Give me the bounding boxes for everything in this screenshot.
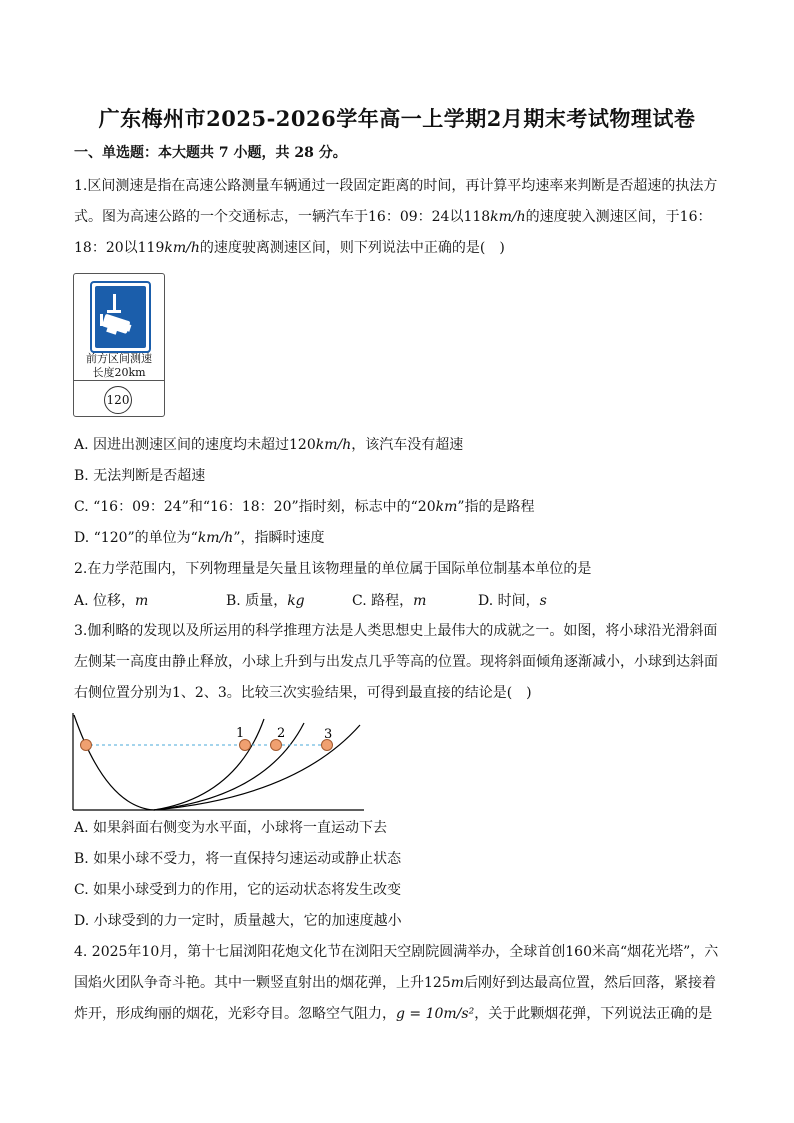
label-3: 3 — [324, 727, 333, 742]
q4-stem-line2: 国焰火团队争奇斗艳。其中一颗竖直射出的烟花弹，上升125m后刚好到达最高位置，然后回落，紧接着 — [74, 975, 717, 991]
q1-stem-line1: 1.区间测速是指在高速公路测量车辆通过一段固定距离的时间，再计算平均速率来判断是否超速的执法方 — [74, 178, 718, 194]
ball-position-1 — [240, 740, 251, 751]
q1-option-a[interactable]: A. 因进出测速区间的速度均未超过120km/h，该汽车没有超速 — [74, 437, 464, 453]
incline-diagram — [66, 707, 366, 815]
q3-option-c[interactable]: C. 如果小球受到力的作用，它的运动状态将发生改变 — [74, 882, 402, 898]
ball-position-2 — [271, 740, 282, 751]
speed-camera-icon — [95, 286, 142, 344]
left-incline — [74, 715, 154, 810]
q3-option-d[interactable]: D. 小球受到的力一定时，质量越大，它的加速度越小 — [74, 913, 402, 929]
q3-stem-line3: 右侧位置分别为1、2、3。比较三次实验结果，可得到最直接的结论是( ) — [74, 685, 532, 701]
page-title: 广东梅州市2025-2026学年高一上学期2月期末考试物理试卷 — [98, 106, 696, 131]
q4-stem-line1: 4. 2025年10月，第十七届浏阳花炮文化节在浏阳天空剧院圆满举办，全球首创160米高“烟花光塔”，六 — [74, 944, 719, 960]
q2-option-d[interactable]: D. 时间，s — [478, 593, 547, 609]
q1-stem-line2: 式。图为高速公路的一个交通标志，一辆汽车于16：09：24以118km/h的速度驶入测速区间，于16： — [74, 209, 712, 225]
q4-stem-line3: 炸开，形成绚丽的烟花，光彩夺目。忽略空气阻力，g = 10m/s²，关于此颗烟花弹，下列说法正确的是 — [74, 1006, 713, 1022]
label-2: 2 — [277, 726, 286, 741]
sign-text-line1: 前方区间测速 — [86, 352, 152, 365]
q2-option-b[interactable]: B. 质量，kg — [226, 593, 305, 609]
ball-start — [81, 740, 92, 751]
q1-option-c[interactable]: C. “16：09：24”和“16：18：20”指时刻，标志中的“20km”指的是路程 — [74, 499, 535, 515]
q2-stem: 2.在力学范围内，下列物理量是矢量且该物理量的单位属于国际单位制基本单位的是 — [74, 561, 592, 577]
q2-option-a[interactable]: A. 位移，m — [74, 593, 149, 609]
q3-option-b[interactable]: B. 如果小球不受力，将一直保持匀速运动或静止状态 — [74, 851, 402, 867]
right-incline-1 — [154, 719, 264, 810]
q3-option-a[interactable]: A. 如果斜面右侧变为水平面，小球将一直运动下去 — [74, 820, 388, 836]
q1-stem-line3: 18：20以119km/h的速度驶离测速区间，则下列说法中正确的是( ) — [74, 240, 505, 256]
q1-option-b[interactable]: B. 无法判断是否超速 — [74, 468, 206, 484]
speed-limit-circle: 120 — [104, 386, 132, 414]
q3-stem-line2: 左侧某一高度由静止释放，小球上升到与出发点几乎等高的位置。现将斜面倾角逐渐减小，小球到达斜面 — [74, 654, 718, 670]
section-heading: 一、单选题：本大题共 7 小题，共 28 分。 — [74, 145, 347, 161]
sign-text-line2: 长度20km — [92, 366, 146, 379]
speed-zone-sign — [73, 273, 165, 417]
q3-stem-line1: 3.伽利略的发现以及所运用的科学推理方法是人类思想史上最伟大的成就之一。如图，将小球沿光滑斜面 — [74, 623, 718, 639]
label-1: 1 — [236, 726, 245, 741]
q1-option-d[interactable]: D. “120”的单位为“km/h”，指瞬时速度 — [74, 530, 325, 546]
sign-camera-panel — [90, 281, 151, 353]
q2-option-c[interactable]: C. 路程，m — [352, 593, 427, 609]
